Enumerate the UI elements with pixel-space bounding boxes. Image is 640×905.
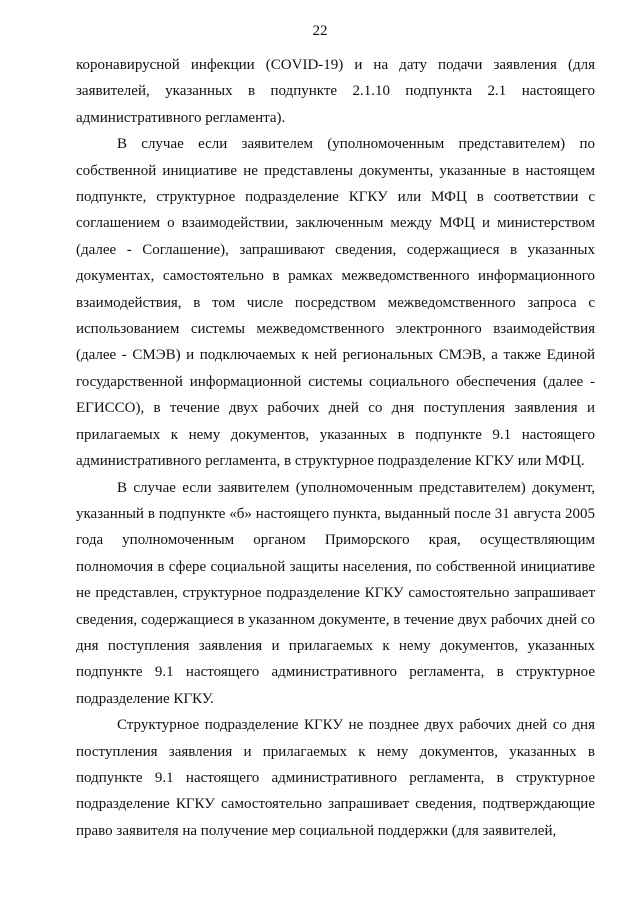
paragraph-continuation: коронавирусной инфекции (COVID-19) и на дату подачи заявления (для заявителей, указанных в подпункте 2.1.10 подпункта 2.1 настоящего административного регламента). — [76, 57, 595, 126]
paragraph-smev-request: В случае если заявителем (уполномоченным представителем) по собственной инициативе не представлены документы, указанные в настоящем подпункте, структурное подразделение КГКУ или МФЦ в соответствии с соглашением о взаимодействии, заключенным между МФЦ и министерством (далее - Соглашение), запрашивают сведения, содержащиеся в указанных документах, самостоятельно в рамках межведомственного информационного взаимодействия, в том числе посредством межведомственного запроса с использованием системы межведомственного электронного взаимодействия (далее - СМЭВ) и подключаемых к ней региональных СМЭВ, а также Единой государственной информационной системы социального обеспечения (далее - ЕГИССО), в течение двух рабочих дней со дня поступления заявления и прилагаемых к нему документов, указанных в подпункте 9.1 настоящего административного регламента, в структурное подразделение КГКУ или МФЦ. — [76, 136, 595, 470]
document-body — [76, 52, 595, 844]
paragraph-document-request: В случае если заявителем (уполномоченным представителем) документ, указанный в подпункте «б» настоящего пункта, выданный после 31 августа 2005 года уполномоченным органом Приморского края, осуществляющим полномочия в сфере социальной защиты населения, по собственной инициативе не представлен, структурное подразделение КГКУ самостоятельно запрашивает сведения, содержащиеся в указанном документе, в течение двух рабочих дней со дня поступления заявления и прилагаемых к нему документов, указанных подпункте 9.1 настоящего административного регламента, в структурное подразделение КГКУ. — [76, 479, 595, 707]
paragraph-kgku-request: Структурное подразделение КГКУ не позднее двух рабочих дней со дня поступления заявления и прилагаемых к нему документов, указанных в подпункте 9.1 настоящего административного регламента, в структурное подразделение КГКУ самостоятельно запрашивает сведения, подтверждающие право заявителя на получение мер социальной поддержки (для заявителей, — [76, 717, 595, 839]
page-number: 22 — [312, 23, 328, 39]
